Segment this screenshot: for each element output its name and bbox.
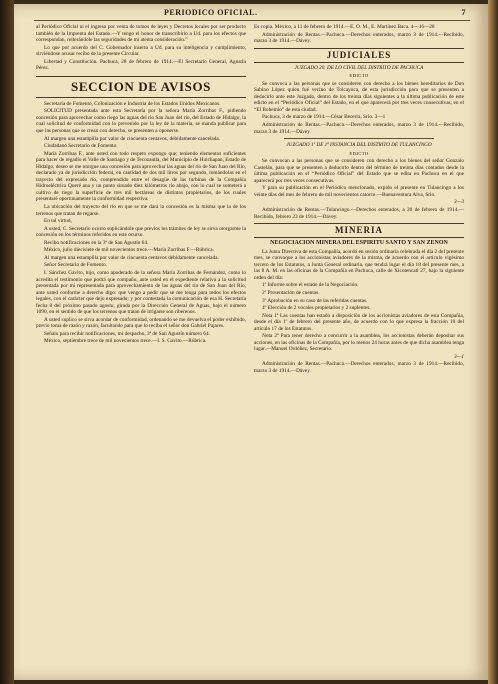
page-header	[34, 8, 470, 21]
aviso-para: Al margen una estampilla por valor de cincuenta centavos debidamente cancelada.	[44, 254, 219, 261]
mineria-para: La Junta Directiva de esta Compañía, acordó en sesión ordinaria celebrada el día 2 del presente mes, se convoque a los accionistas aviadores de la misma, de acuerdo con el artículo vigésimo tercero de los Estatutos, a Junta General ordinaria, que tendrá lugar el día 18 del presente mes, a las 8 A. M. en las oficinas de la Compañía en Pachuca, calle de Xicotencatl 27, bajo la siguiente orden del día:	[254, 248, 464, 281]
aviso-para: Al margen una estampilla por valor de cincuenta centavos, debidamente cancelada.	[44, 135, 221, 142]
aviso-para: Señor Secretario de Fomento.	[44, 262, 107, 269]
right-column	[254, 24, 464, 376]
mineria-para: 4º Elección de 2 vocales propietarios y 2 suplentes.	[262, 305, 371, 312]
divider	[284, 138, 434, 139]
mineria-para: Nota 2ª Para tener derecho a concurrir a la asamblea, los accionistas deberán depositar sus acciones, en las oficinas de la Compañía, por lo menos 24 horas antes de que dicha asamblea tenga lugar.—Manuel Ordóñez, Secretario.	[254, 333, 464, 353]
page-title: PERIODICO OFICIAL.	[164, 8, 258, 17]
book-spine	[0, 0, 14, 684]
newspaper-page	[14, 4, 488, 680]
aviso-para: SOLICITUD presentada ante esta Secretaría por la señora María Zorribas F., pidiendo concesión para aprovechar como riego las aguas del río San Juan del río, del Estado de Hidalgo, la cual solicitud de conformidad con lo prevenido por la ley de la materia, se manda publicar para que las personas que se crean con derecho, se presenten a oponerse.	[36, 108, 246, 135]
court2-para: Y para su publicación en el Periódico mencionado, expido el presente en Tulancingo a los veinte días del mes de febrero de mil novecientos catorce.—Buenaventura Alva, Srio.	[254, 185, 464, 198]
court2-para: Administración de Rentas.—Tulancingo.—Derechos enterados, a 20 de febrero de 1914.—Recibido, febrero 23 de 1914.—Dávey.	[254, 207, 464, 220]
mineria-para: 3º Aprobación en su caso de las referidas cuentas.	[262, 297, 368, 304]
company-heading: NEGOCIACION MINERA DEL ESPIRITU SANTO Y SAN ZENON	[270, 240, 448, 247]
mineria-para: Nota 1ª Las cuentas han estado a disposición de los accionistas aviadores de esta Compañía, desde el día 1º de febrero del presente año, de acuerdo con lo que expresa la fracción 10 del artículo 17 de los Estatutos.	[254, 312, 464, 332]
court2-para: Se convocan a las personas que se consideren con derecho a los bienes del señor Gonzalo Castelán, para que se presenten a deducirlo dentro del término de treinta días contados desde la última publicación en el “Periódico Oficial” del Estado que se edita en Pachuca en el que aparecerá por tres veces consecutivas.	[254, 158, 464, 184]
mineria-para: 1º Informe sobre el estado de la Negociación.	[262, 282, 359, 289]
aviso-para: En tal virtud,	[44, 218, 72, 225]
aviso-para: A usted suplico se sirva acordar de conformidad, ordenando se me devuelva el poder exhibido, previo toma de razón y razón, facultando para que lo reciba el señor don Gabriel Pajares.	[36, 316, 246, 330]
section-title-judiciales: JUDICIALES	[254, 48, 464, 63]
mineria-para: 3—1	[453, 353, 464, 360]
right-top-para: Administración de Rentas.—Pachuca.—Derechos enterados, marzo 3 de 1914.—Recibido, marzo 3 de 1914.—Dávey.	[254, 31, 464, 45]
left-column	[36, 24, 246, 346]
mineria-para: 2º Presentación de cuentas.	[262, 289, 320, 296]
aviso-para: México, julio diecisiete de mil novecientos trece.—María Zorribas F.—Rúbrica.	[44, 247, 214, 254]
court1-para: Pachuca, 3 de marzo de 1914.—César Becerra, Srio. 3—1	[262, 114, 386, 121]
section-title-avisos: SECCION DE AVISOS	[36, 76, 246, 98]
aviso-para: I. Sánchez Gavito, hijo, como apoderado de la señora María Zorribas de Fernández, como lo acredita el testimonio que podrá que compaño, ante usted en el expediente relativo a la solicitud presentada por mi representada para aprovechamiento de las aguas del río de San Juan del Río, ante usted conforme a derecho digo: que vengo a pedir que se me tenga para todos los efectos legales, con el carácter que dejo expresado; y por contestada la comunicación de esa H. Secretaría fecha 8 del próximo pasado agosto, girada por la Dirección General de Aguas, bajo el número 1090, en el sentido de que los terrenos que tratan de irrigarse son riberenos.	[36, 269, 246, 316]
edicto-label: EDICTO	[349, 73, 369, 79]
aviso-para: México, septiembre trece de mil novecientos trece.—I. S. Gavito.—Rúbrica.	[44, 338, 207, 345]
left-top-para: al Periódico Oficial ni el ingreso por venta de tomos de leyes y Decretos locales por ser producto también de la Imprenta del Estado.—Y tengo el honor de transcribirlo a Ud. para los efectos que correspondan, reiterándole las seguridades de mi atenta consideración.”	[36, 24, 246, 44]
aviso-para: A usted, C. Secretario ocurro suplicándole que previos los trámites de ley se sirva otorgarme la concesión en los términos referidos en este ocurso.	[36, 225, 246, 239]
left-top-para: Libertad y Constitución. Pachuca, 28 de febrero de 1914.—El Secretario General, Agustín Pérez.	[36, 58, 246, 72]
court2-para: 3—3	[453, 199, 464, 206]
aviso-para: Recibo notificaciones en la 3ª de San Agustín 64.	[44, 239, 149, 246]
aviso-para: Ciudadano Secretario de Fomento.	[44, 143, 118, 150]
mineria-para: Administración de Rentas.—Pachuca.—Derechos enterados, marzo 3 de 1914.—Recibido, marzo 3 de 1914.—Dávey.	[254, 361, 464, 374]
page-number: 7	[461, 8, 466, 17]
edicto-label: EDICTO	[349, 150, 369, 156]
aviso-para: Señalo para recibir notificaciones, mi despacho, 3ª de San Agustín número 64.	[44, 330, 210, 337]
section-title-mineria: MINERIA	[254, 223, 464, 238]
court1-para: Administración de Rentas.—Pachuca.—Derechos enterados, marzo 3 de 1914.—Recibido, marzo 3 de 1914.—Dávey.	[254, 122, 464, 135]
aviso-para: María Zorribas F., ante usted con todo respeto expongo que; teniendo elementos suficientes para hacer de regadío el Valle de Santiago y de Tecozautla, del Municipio de Huichapan, Estado de Hidalgo, deseo se me otorgue una concesión para aprovechar las aguas del río de San Juan del Río, declarado ya de jurisdicción federal, en cantidad de dos mil litros por segundo, tomándolas en el trayecto del expresado río, comprendido entre el desagüe de las turbinas de la Compañía Hidroeléctrica Queré ana y un punto situado diez kilómetros río abajo, con lo cual se someterá a cultivo de riego la superficie de tres mil hectáreas de distintos propietarios, de los cuales presentaré oportunamente la conformidad respectiva.	[36, 150, 246, 203]
court-heading-pachuca: JUZGADO 20. DE LO CIVIL DEL DISTRITO DE PACHUCA	[294, 64, 424, 71]
court-heading-tulancingo: JUZGADO 1º DE 1ª INSTANCIA DEL DISTRITO DE TULANCINGO	[286, 142, 432, 149]
right-top-para: Es copia. México, a 11 de febrero de 1914.—E. O. M., E. Martínez Baca. 4—16—28	[254, 24, 435, 30]
aviso-para: La ubicación del trayecto del río en que se me dará la concesión es la misma que la de los terrenos que tratan de regarse.	[36, 204, 246, 217]
aviso-para: Secretaría de Fomento, Colonización e Industria de los Estados Unidos Mexicanos.	[44, 100, 221, 107]
court1-para: Se convoca a las personas que se consideren con derecho a los bienes hereditarios de Don Sabino López quien fué vecino de Tolcayuca, de esta jurisdicción para que se presenten a deducirlo ante este Juzgado, dentro de los treinta días siguientes a la última publicación de este edicto en el “Periódico Oficial” del Estado, en el que aparecerá por tres veces consecutivas, en el “El Bohemio” de esta ciudad.	[254, 80, 464, 113]
page-edge	[488, 0, 498, 684]
left-top-para: Lo que por acuerdo del C. Gobernador inserto a Ud. para su inteligencia y cumplimiento, sirviéndose acusar recibo de la presente Circular.	[36, 44, 246, 58]
